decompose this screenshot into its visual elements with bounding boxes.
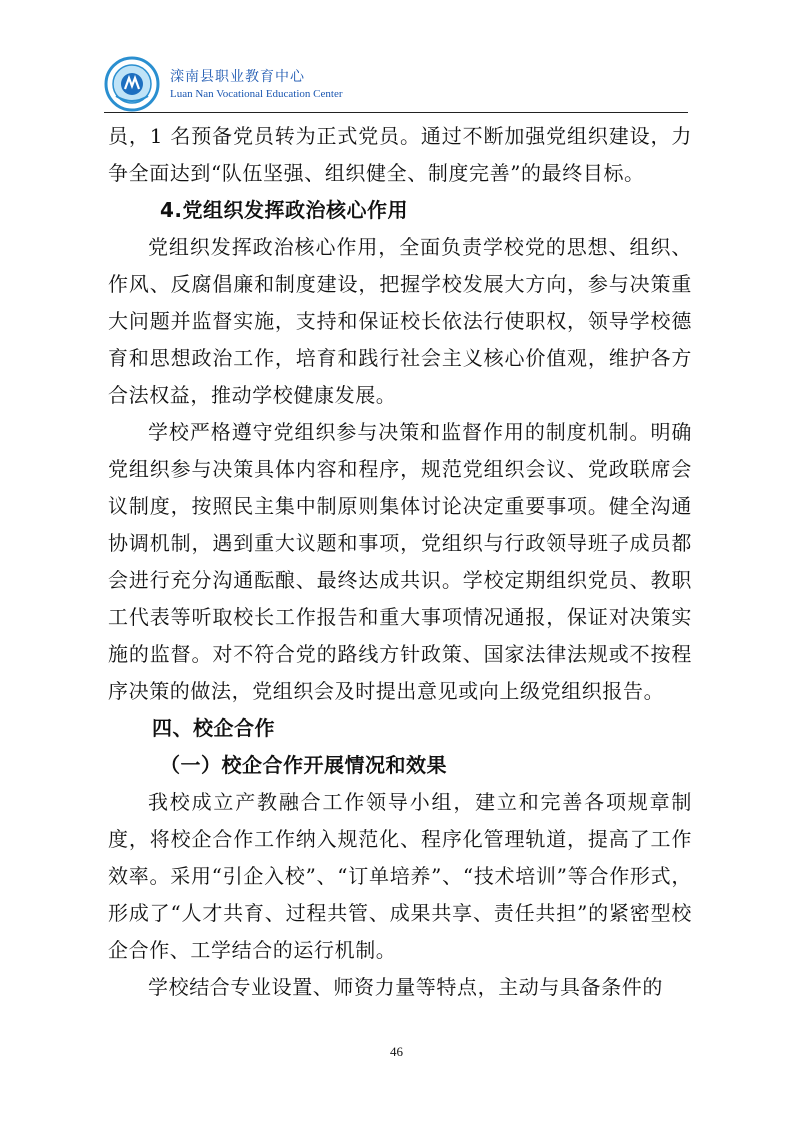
paragraph-cooperation-cont: 学校结合专业设置、师资力量等特点，主动与具备条件的 <box>148 975 663 999</box>
document-body <box>108 118 692 1006</box>
org-name-en: Luan Nan Vocational Education Center <box>170 88 343 100</box>
header-divider <box>104 112 688 113</box>
org-name-cn: 滦南县职业教育中心 <box>170 69 305 85</box>
subsection-heading-1: （一）校企合作开展情况和效果 <box>160 753 447 777</box>
page-header <box>104 56 688 114</box>
paragraph-cooperation: 我校成立产教融合工作领导小组，建立和完善各项规章制度，将校企合作工作纳入规范化、程序化管理轨道，提高了工作效率。采用“引企入校”、“订单培养”、“技术培训”等合作形式，形成了“人才共育、过程共管、成果共享、责任共担”的紧密型校企合作、工学结合的运行机制。 <box>108 790 692 962</box>
page-number: 46 <box>390 1044 403 1059</box>
chapter-heading-school-enterprise: 四、校企合作 <box>152 716 275 740</box>
paragraph-decision-mechanism: 学校严格遵守党组织参与决策和监督作用的制度机制。明确党组织参与决策具体内容和程序，规范党组织会议、党政联席会议制度，按照民主集中制原则集体讨论决定重要事项。健全沟通协调机制，遇到重大议题和事项，党组织与行政领导班子成员都会进行充分沟通酝酿、最终达成共识。学校定期组织党员、教职工代表等听取校长工作报告和重大事项情况通报，保证对决策实施的监督。对不符合党的路线方针政策、国家法律法规或不按程序决策的做法，党组织会及时提出意见或向上级党组织报告。 <box>108 420 692 703</box>
paragraph-core-role: 党组织发挥政治核心作用，全面负责学校党的思想、组织、作风、反腐倡廉和制度建设，把握学校发展大方向，参与决策重大问题并监督实施，支持和保证校长依法行使职权，领导学校德育和思想政治工作，培育和践行社会主义核心价值观，维护各方合法权益，推动学校健康发展。 <box>108 235 692 407</box>
school-emblem-icon <box>104 56 160 112</box>
section-heading-4: 4.党组织发挥政治核心作用 <box>160 198 409 222</box>
paragraph-continued: 员，1 名预备党员转为正式党员。通过不断加强党组织建设，力争全面达到“队伍坚强、组织健全、制度完善”的最终目标。 <box>108 124 692 185</box>
